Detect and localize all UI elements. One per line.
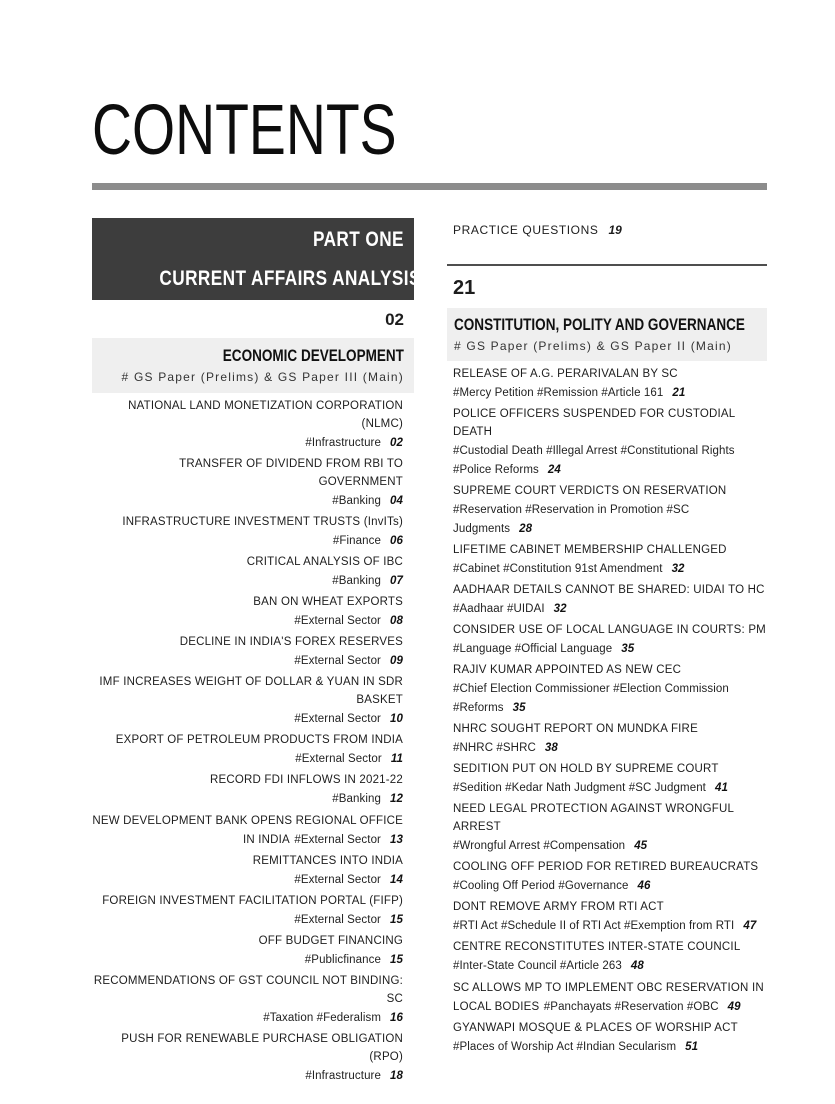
toc-item-page: 13 <box>390 834 403 846</box>
toc-item-tags: #External Sector <box>294 914 381 926</box>
toc-item-page: 15 <box>390 954 403 966</box>
toc-item-page: 38 <box>544 742 558 754</box>
toc-item-meta <box>453 683 729 714</box>
toc-item-title: POLICE OFFICERS SUSPENDED FOR CUSTODIAL DEATH <box>453 408 735 438</box>
toc-item[interactable] <box>92 731 403 768</box>
toc-item-tags: #Language #Official Language <box>453 643 613 655</box>
toc-item-meta <box>294 914 403 926</box>
toc-item[interactable] <box>453 800 767 855</box>
toc-item-tags: #Taxation #Federalism <box>263 1012 381 1024</box>
toc-item-page: 06 <box>390 535 403 547</box>
toc-item-title: NEED LEGAL PROTECTION AGAINST WRONGFUL ARREST <box>453 803 734 833</box>
toc-item-title: TRANSFER OF DIVIDEND FROM RBI TO GOVERNMENT <box>179 458 403 488</box>
toc-item-tags: #Banking <box>332 575 381 587</box>
toc-item-title: SC ALLOWS MP TO IMPLEMENT OBC RESERVATION IN LOCAL BODIES <box>453 982 764 1013</box>
toc-columns <box>92 218 767 1088</box>
toc-item-tags: #External Sector <box>294 655 381 667</box>
toc-item-meta <box>453 880 651 892</box>
toc-item-tags: #Inter-State Council #Article 263 <box>453 960 622 972</box>
toc-item-meta <box>294 615 403 627</box>
toc-item-page: 14 <box>390 874 403 886</box>
toc-item[interactable] <box>453 482 767 538</box>
left-toc-list <box>92 397 414 1085</box>
toc-item-page: 02 <box>390 437 403 449</box>
toc-item[interactable] <box>453 1019 767 1056</box>
toc-item[interactable] <box>453 405 767 479</box>
toc-item[interactable] <box>92 593 403 630</box>
toc-item-meta <box>305 437 403 449</box>
chapter-start-page: 02 <box>385 310 404 329</box>
part-banner <box>92 218 421 300</box>
toc-item-title: CONSIDER USE OF LOCAL LANGUAGE IN COURTS: PM <box>453 624 766 636</box>
toc-item[interactable] <box>92 972 403 1027</box>
toc-item-title: NATIONAL LAND MONETIZATION CORPORATION (NLMC) <box>128 400 403 430</box>
toc-item-page: 46 <box>637 880 651 892</box>
toc-item-title: FOREIGN INVESTMENT FACILITATION PORTAL (FIFP) <box>102 895 403 907</box>
toc-item-meta <box>453 445 735 476</box>
toc-item-page: 49 <box>727 1001 741 1013</box>
toc-item-meta <box>453 387 685 399</box>
toc-item-meta <box>295 753 403 765</box>
toc-item-meta <box>294 713 403 725</box>
toc-item-title: RELEASE OF A.G. PERARIVALAN BY SC <box>453 368 678 380</box>
toc-item-tags: #Finance <box>332 535 381 547</box>
toc-item[interactable] <box>92 811 403 849</box>
toc-item-meta <box>294 874 403 886</box>
toc-item-title: INFRASTRUCTURE INVESTMENT TRUSTS (InvITs) <box>122 516 403 528</box>
toc-item-page: 11 <box>390 753 403 765</box>
toc-item-page: 47 <box>743 920 757 932</box>
toc-item-tags: #Cooling Off Period #Governance <box>453 880 629 892</box>
toc-item-tags: #Infrastructure <box>305 437 381 449</box>
toc-item[interactable] <box>453 365 767 402</box>
toc-item-page: 16 <box>390 1012 403 1024</box>
toc-item-page: 10 <box>390 713 403 725</box>
toc-item[interactable] <box>92 455 403 510</box>
toc-item-title: PUSH FOR RENEWABLE PURCHASE OBLIGATION (RPO) <box>121 1033 403 1063</box>
toc-item-tags: #External Sector <box>294 615 381 627</box>
toc-item[interactable] <box>92 771 403 808</box>
toc-item-title: SUPREME COURT VERDICTS ON RESERVATION <box>453 485 727 497</box>
toc-item-page: 41 <box>714 782 728 794</box>
page-title-text: CONTENTS <box>92 91 397 170</box>
toc-item-tags: #Banking <box>332 793 381 805</box>
toc-item-page: 07 <box>390 575 403 587</box>
toc-item[interactable] <box>92 1030 403 1085</box>
toc-item-title: COOLING OFF PERIOD FOR RETIRED BUREAUCRATS <box>453 861 759 873</box>
toc-item-meta <box>453 643 634 655</box>
toc-item-page: 21 <box>672 387 686 399</box>
column-gap <box>414 218 447 1088</box>
toc-item[interactable] <box>453 938 767 975</box>
toc-item-tags: #External Sector <box>295 753 382 765</box>
toc-item[interactable] <box>453 581 767 618</box>
toc-item[interactable] <box>453 720 767 757</box>
practice-questions-label: PRACTICE QUESTIONS <box>453 223 599 237</box>
toc-item-title: BAN ON WHEAT EXPORTS <box>253 596 403 608</box>
toc-item-page: 32 <box>671 563 685 575</box>
toc-item-title: RECOMMENDATIONS OF GST COUNCIL NOT BINDING: SC <box>93 975 403 1005</box>
toc-item-title: IMF INCREASES WEIGHT OF DOLLAR & YUAN IN SDR BASKET <box>99 676 403 706</box>
toc-item[interactable] <box>453 978 767 1016</box>
toc-item-meta <box>453 603 567 615</box>
section-title: ECONOMIC DEVELOPMENT <box>222 347 404 365</box>
page-title <box>92 91 767 170</box>
toc-item-tags: #Mercy Petition #Remission #Article 161 <box>453 387 664 399</box>
toc-item-meta <box>453 742 558 754</box>
toc-item-title: DECLINE IN INDIA'S FOREX RESERVES <box>179 636 403 648</box>
toc-item[interactable] <box>453 760 767 797</box>
toc-item-tags: #Infrastructure <box>305 1070 381 1082</box>
toc-item-meta <box>294 834 403 846</box>
toc-item-title: REMITTANCES INTO INDIA <box>252 855 403 867</box>
part-banner-line1: PART ONE <box>313 228 404 251</box>
section-subtitle: # GS Paper (Prelims) & GS Paper II (Main) <box>454 339 732 353</box>
toc-item-tags: #External Sector <box>294 874 381 886</box>
toc-item-page: 24 <box>547 464 561 476</box>
toc-item-tags: #RTI Act #Schedule II of RTI Act #Exemption from RTI <box>453 920 735 932</box>
toc-item-page: 04 <box>390 495 403 507</box>
part-banner-line2: CURRENT AFFAIRS ANALYSIS <box>159 267 421 290</box>
toc-item-meta <box>332 495 403 507</box>
toc-item[interactable] <box>92 852 403 889</box>
toc-item-page: 18 <box>390 1070 403 1082</box>
section-header-economic-development <box>92 338 414 393</box>
toc-item-title: GYANWAPI MOSQUE & PLACES OF WORSHIP ACT <box>453 1022 738 1034</box>
toc-item[interactable] <box>92 633 403 670</box>
toc-item-tags: #Banking <box>332 495 381 507</box>
toc-item-meta <box>305 1070 403 1082</box>
toc-item-page: 35 <box>512 702 526 714</box>
toc-item-title: AADHAAR DETAILS CANNOT BE SHARED: UIDAI TO HC <box>453 584 765 596</box>
toc-item-meta <box>453 782 728 794</box>
toc-item[interactable] <box>92 553 403 590</box>
toc-item-meta <box>453 504 689 535</box>
toc-item-meta <box>332 575 403 587</box>
toc-item-page: 15 <box>390 914 403 926</box>
section-title: CONSTITUTION, POLITY AND GOVERNANCE <box>454 316 745 334</box>
toc-item[interactable] <box>453 661 767 717</box>
toc-item-tags: #Wrongful Arrest #Compensation <box>453 840 626 852</box>
toc-item-meta <box>453 960 644 972</box>
toc-item-tags: #Custodial Death #Illegal Arrest #Constitutional Rights #Police Reforms <box>453 445 735 476</box>
left-column <box>92 218 421 1088</box>
toc-item-title: SEDITION PUT ON HOLD BY SUPREME COURT <box>453 763 719 775</box>
practice-questions-page: 19 <box>608 223 622 237</box>
toc-item-meta <box>294 655 403 667</box>
toc-item-tags: #Chief Election Commissioner #Election Commission #Reforms <box>453 683 729 714</box>
section-header-constitution-polity <box>447 308 767 361</box>
toc-item[interactable] <box>92 513 403 550</box>
toc-item[interactable] <box>92 397 403 452</box>
toc-item-tags: #External Sector <box>294 713 381 725</box>
toc-item-meta <box>544 1001 741 1013</box>
toc-item-title: NEW DEVELOPMENT BANK OPENS REGIONAL OFFICE IN INDIA <box>92 815 403 846</box>
chapter-number: 21 <box>453 277 476 299</box>
toc-item-title: CENTRE RECONSTITUTES INTER-STATE COUNCIL <box>453 941 741 953</box>
toc-item-page: 35 <box>621 643 635 655</box>
toc-item-meta <box>453 563 685 575</box>
toc-item[interactable] <box>453 541 767 578</box>
toc-item-meta <box>332 793 403 805</box>
toc-item-tags: #Aadhaar #UIDAI <box>453 603 545 615</box>
toc-item-title: OFF BUDGET FINANCING <box>258 935 403 947</box>
toc-item-page: 48 <box>630 960 644 972</box>
toc-item[interactable] <box>453 621 767 658</box>
toc-item-page: 12 <box>390 793 403 805</box>
toc-item-page: 45 <box>634 840 648 852</box>
toc-item-page: 08 <box>390 615 403 627</box>
toc-item[interactable] <box>92 892 403 929</box>
toc-item-meta <box>305 954 403 966</box>
toc-item-page: 09 <box>390 655 403 667</box>
toc-item-page: 32 <box>553 603 567 615</box>
practice-questions-entry[interactable] <box>447 222 767 238</box>
toc-item-tags: #Panchayats #Reservation #OBC <box>543 1001 719 1013</box>
toc-item-meta <box>453 1041 698 1053</box>
toc-item-title: CRITICAL ANALYSIS OF IBC <box>246 556 403 568</box>
toc-item-page: 51 <box>685 1041 699 1053</box>
section-divider <box>447 264 767 266</box>
toc-item-tags: #External Sector <box>294 834 381 846</box>
right-column <box>447 218 767 1088</box>
toc-item-tags: #Sedition #Kedar Nath Judgment #SC Judgment <box>453 782 706 794</box>
toc-item-title: EXPORT OF PETROLEUM PRODUCTS FROM INDIA <box>115 734 403 746</box>
toc-item-tags: #Publicfinance <box>304 954 381 966</box>
toc-item-meta <box>453 840 647 852</box>
toc-item-title: RECORD FDI INFLOWS IN 2021-22 <box>209 774 403 786</box>
toc-item-meta <box>453 920 756 932</box>
toc-item-title: LIFETIME CABINET MEMBERSHIP CHALLENGED <box>453 544 727 556</box>
section-subtitle: # GS Paper (Prelims) & GS Paper III (Main) <box>121 370 404 384</box>
toc-item-tags: #Reservation #Reservation in Promotion #SC Judgments <box>453 504 690 535</box>
toc-item[interactable] <box>453 898 767 935</box>
toc-item-tags: #Cabinet #Constitution 91st Amendment <box>453 563 663 575</box>
toc-item-title: NHRC SOUGHT REPORT ON MUNDKA FIRE <box>453 723 698 735</box>
toc-item-meta <box>333 535 403 547</box>
toc-item-page: 28 <box>519 523 533 535</box>
toc-item[interactable] <box>92 673 403 728</box>
toc-item[interactable] <box>453 858 767 895</box>
right-toc-list <box>447 365 767 1056</box>
toc-item-tags: #NHRC #SHRC <box>453 742 536 754</box>
toc-item-tags: #Places of Worship Act #Indian Secularism <box>453 1041 677 1053</box>
toc-item-title: DONT REMOVE ARMY FROM RTI ACT <box>453 901 664 913</box>
toc-item-title: RAJIV KUMAR APPOINTED AS NEW CEC <box>453 664 682 676</box>
toc-item[interactable] <box>92 932 403 969</box>
title-divider <box>92 183 767 190</box>
toc-item-meta <box>263 1012 403 1024</box>
